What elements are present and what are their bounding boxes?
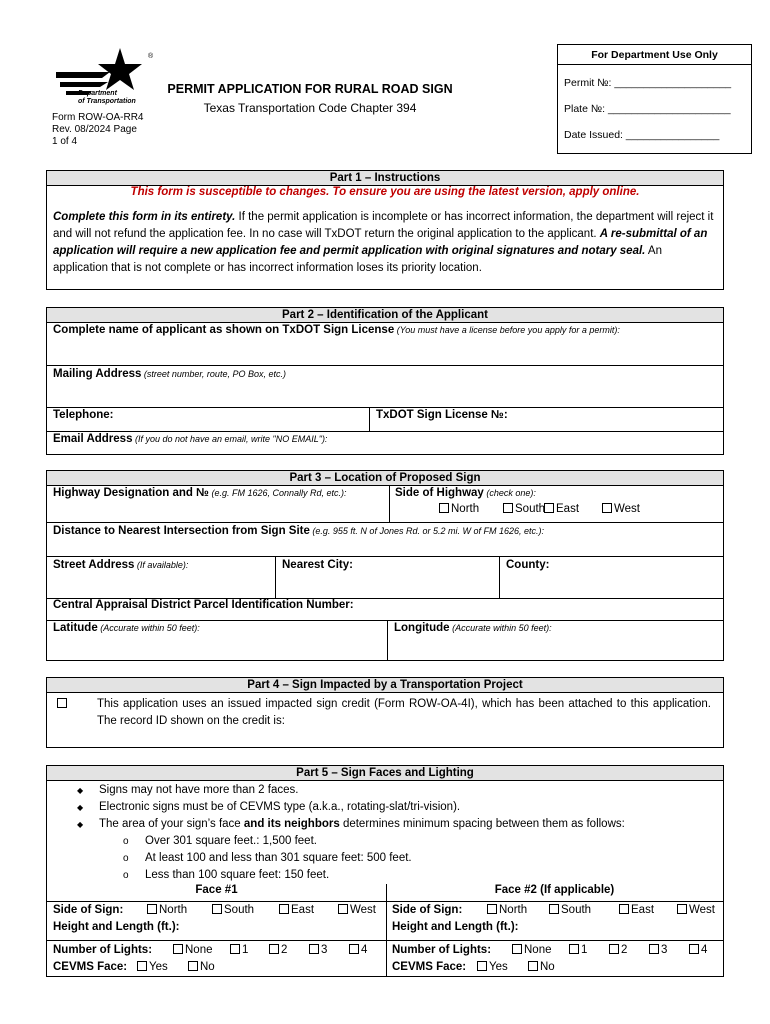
applicant-name-field[interactable] xyxy=(53,324,620,336)
checkbox-icon xyxy=(349,944,359,954)
face1-north-label: North xyxy=(159,904,188,916)
impacted-sign-checkbox[interactable] xyxy=(57,698,69,710)
face1-lights-none-checkbox[interactable] xyxy=(173,944,213,956)
part5-heading: Part 5 – Sign Faces and Lighting xyxy=(47,766,723,781)
face-row-line xyxy=(47,940,723,941)
checkbox-icon xyxy=(188,961,198,971)
side-north-label: North xyxy=(451,503,480,515)
checkbox-icon xyxy=(173,944,183,954)
face-divider xyxy=(386,884,387,976)
checkbox-icon xyxy=(503,503,513,513)
checkbox-icon xyxy=(477,961,487,971)
part4-impacted-sign xyxy=(46,677,724,748)
face2-lights-2-label: 2 xyxy=(621,944,628,956)
face2-south-label: South xyxy=(561,904,592,916)
side-east-label: East xyxy=(556,503,580,515)
longitude-hint: (Accurate within 50 feet): xyxy=(449,623,552,633)
part4-heading: Part 4 – Sign Impacted by a Transportation Project xyxy=(47,678,723,693)
face1-east-label: East xyxy=(291,904,315,916)
checkbox-icon xyxy=(269,944,279,954)
department-use-heading: For Department Use Only xyxy=(558,45,751,65)
checkbox-icon xyxy=(569,944,579,954)
face1-lights-1-label: 1 xyxy=(242,944,249,956)
impacted-sign-text: This application uses an issued impacted sign credit (Form ROW-OA-4I), which has been attached to this application. The record ID shown on the credit is: xyxy=(97,698,711,727)
face2-lights-3-checkbox[interactable] xyxy=(649,944,667,956)
telephone-label[interactable]: Telephone: xyxy=(53,409,114,421)
form-meta xyxy=(52,112,143,148)
county-field[interactable] xyxy=(499,557,723,598)
side-of-highway-hint: (check one): xyxy=(483,488,536,498)
distance-field[interactable] xyxy=(47,522,723,556)
checkbox-icon xyxy=(528,961,538,971)
date-issued-field[interactable]: Date Issued: ________________ xyxy=(564,129,720,141)
checkbox-icon xyxy=(512,944,522,954)
face2-west-label: West xyxy=(689,904,715,916)
part2-heading: Part 2 – Identification of the Applicant xyxy=(47,308,723,323)
checkbox-icon xyxy=(57,698,67,708)
face1-side-label: Side of Sign: xyxy=(53,904,124,916)
face2-lights-4-checkbox[interactable] xyxy=(689,944,707,956)
list-item xyxy=(99,816,723,833)
face2-north-checkbox[interactable] xyxy=(487,904,527,916)
face2-north-label: North xyxy=(499,904,528,916)
highway-designation-field[interactable] xyxy=(53,487,347,499)
logo-text: Department xyxy=(78,90,117,97)
face2-south-checkbox[interactable] xyxy=(549,904,591,916)
face-row-line xyxy=(47,901,723,902)
face1-cevms-no-label: No xyxy=(200,961,215,973)
face1-lights-4-label: 4 xyxy=(361,944,368,956)
mailing-address-label: Mailing Address xyxy=(53,368,142,380)
logo-text: of Transportation xyxy=(78,98,136,105)
page-subtitle: Texas Transportation Code Chapter 394 xyxy=(203,101,417,115)
checkbox-icon xyxy=(602,503,612,513)
list-item-text: The area of your sign’s face xyxy=(99,818,244,830)
street-address-hint: (If available): xyxy=(134,560,189,570)
checkbox-icon xyxy=(487,904,497,914)
face1-north-checkbox[interactable] xyxy=(147,904,187,916)
face1-south-label: South xyxy=(224,904,255,916)
face2-lights-1-label: 1 xyxy=(581,944,588,956)
face1-cevms-yes-checkbox[interactable] xyxy=(137,961,168,973)
face2-cevms-yes-label: Yes xyxy=(489,961,508,973)
checkbox-icon xyxy=(549,904,559,914)
face2-west-checkbox[interactable] xyxy=(677,904,715,916)
checkbox-icon xyxy=(439,503,449,513)
face2-heading: Face #2 (If applicable) xyxy=(494,884,615,896)
applicant-name-hint: (You must have a license before you apply for a permit): xyxy=(394,325,620,335)
latitude-field[interactable] xyxy=(53,622,200,634)
txdot-logo xyxy=(52,46,152,110)
checkbox-icon xyxy=(609,944,619,954)
part3-location xyxy=(46,470,724,661)
highway-hint: (e.g. FM 1626, Connally Rd, etc.): xyxy=(208,488,347,498)
county-label: County: xyxy=(506,559,550,571)
side-west-label: West xyxy=(614,503,640,515)
nearest-city-label: Nearest City: xyxy=(282,559,353,571)
face2-lights-3-label: 3 xyxy=(661,944,668,956)
face2-side-label: Side of Sign: xyxy=(392,904,463,916)
checkbox-icon xyxy=(677,904,687,914)
warning-text: This form is susceptible to changes. To ensure you are using the latest version, apply online. xyxy=(130,186,640,198)
form-number: Form ROW-OA-RR4 xyxy=(52,112,144,123)
distance-label: Distance to Nearest Intersection from Sign Site xyxy=(53,525,310,537)
coordinates-row xyxy=(47,620,723,661)
instructions-paragraph xyxy=(47,198,723,277)
distance-hint: (e.g. 955 ft. N of Jones Rd. or 5.2 mi. W of FM 1626, etc.): xyxy=(309,526,544,536)
side-south-label: South xyxy=(515,503,546,515)
street-address-field[interactable] xyxy=(53,559,188,571)
email-hint: (If you do not have an email, write "NO EMAIL"): xyxy=(132,434,328,444)
part2-applicant xyxy=(46,307,724,455)
plate-number-field[interactable]: Plate №: _____________________ xyxy=(564,103,731,115)
checkbox-icon xyxy=(689,944,699,954)
face2-lights-4-label: 4 xyxy=(701,944,708,956)
face2-lights-label: Number of Lights: xyxy=(392,944,492,956)
street-address-label: Street Address xyxy=(53,559,135,571)
latitude-label: Latitude xyxy=(53,622,98,634)
email-label: Email Address xyxy=(53,433,133,445)
checkbox-icon xyxy=(212,904,222,914)
page-title: PERMIT APPLICATION FOR RURAL ROAD SIGN xyxy=(167,82,453,96)
checkbox-icon xyxy=(309,944,319,954)
parcel-id-label: Central Appraisal District Parcel Identification Number: xyxy=(53,599,354,611)
face1-east-checkbox[interactable] xyxy=(279,904,314,916)
face1-lights-1-checkbox[interactable] xyxy=(230,944,248,956)
face2-cevms-label: CEVMS Face: xyxy=(392,961,467,973)
license-number-label: TxDOT Sign License №: xyxy=(376,409,508,421)
instructions-bold: Complete this form in its entirety. xyxy=(53,211,236,223)
face2-height-length-field[interactable]: Height and Length (ft.): xyxy=(392,921,519,933)
side-east-checkbox[interactable] xyxy=(544,503,579,515)
address-row xyxy=(47,556,723,598)
checkbox-icon xyxy=(544,503,554,513)
checkbox-icon xyxy=(338,904,348,914)
checkbox-icon xyxy=(649,944,659,954)
part5-faces-lighting xyxy=(46,765,724,977)
divider xyxy=(389,486,390,522)
instructions-text2: An application that is not complete or has incorrect information loses its priority location. xyxy=(53,245,663,274)
face2-lights-1-checkbox[interactable] xyxy=(569,944,587,956)
applicant-name-label: Complete name of applicant as shown on TxDOT Sign License xyxy=(53,324,395,336)
face1-west-checkbox[interactable] xyxy=(338,904,376,916)
side-west-checkbox[interactable] xyxy=(602,503,640,515)
face1-lights-label: Number of Lights: xyxy=(53,944,153,956)
longitude-field[interactable] xyxy=(387,621,723,661)
face1-lights-2-label: 2 xyxy=(281,944,288,956)
department-use-box xyxy=(557,44,752,154)
email-field[interactable] xyxy=(47,431,723,455)
list-item: o Less than 100 square feet: 150 feet. xyxy=(145,867,723,884)
face1-height-length-field[interactable]: Height and Length (ft.): xyxy=(53,921,180,933)
checkbox-icon xyxy=(279,904,289,914)
face2-cevms-no-label: No xyxy=(540,961,555,973)
part1-instructions xyxy=(46,170,724,290)
checkbox-icon xyxy=(619,904,629,914)
face1-cevms-no-checkbox[interactable] xyxy=(188,961,215,973)
highway-label: Highway Designation and № xyxy=(53,487,209,499)
list-item: ◆ Electronic signs must be of CEVMS type (a.k.a., rotating-slat/tri-vision). xyxy=(99,799,723,816)
instructions-bold2: A re-submittal of an application will require a new application fee and permit application with original signatures and notary seal. xyxy=(53,228,708,257)
license-number-field[interactable] xyxy=(369,408,723,431)
side-of-highway-label-wrap xyxy=(395,487,536,499)
side-south-checkbox[interactable] xyxy=(503,503,545,515)
list-item-text: determines minimum spacing between them as follows: xyxy=(339,818,625,830)
face2-cevms-yes-checkbox[interactable] xyxy=(477,961,508,973)
face1-west-label: West xyxy=(350,904,376,916)
part1-heading: Part 1 – Instructions xyxy=(47,171,723,186)
face1-lights-none-label: None xyxy=(185,944,213,956)
permit-number-field[interactable]: Permit №: ____________________ xyxy=(564,77,732,89)
checkbox-icon xyxy=(137,961,147,971)
longitude-label: Longitude xyxy=(394,622,450,634)
face2-lights-2-checkbox[interactable] xyxy=(609,944,627,956)
instructions-text: If the permit application is incomplete or has incorrect information, the department will reject it and will not refund the application fee. In no case will TxDOT return the original application to the applicant. xyxy=(53,211,714,240)
side-north-checkbox[interactable] xyxy=(439,503,479,515)
face2-lights-none-label: None xyxy=(524,944,552,956)
face1-lights-3-label: 3 xyxy=(321,944,328,956)
face2-east-label: East xyxy=(631,904,655,916)
face1-cevms-yes-label: Yes xyxy=(149,961,168,973)
face1-heading: Face #1 xyxy=(195,884,238,896)
mailing-address-hint: (street number, route, PO Box, etc.) xyxy=(141,369,286,379)
parcel-id-field[interactable] xyxy=(47,598,723,620)
list-item: o At least 100 and less than 301 square feet: 500 feet. xyxy=(145,850,723,867)
face1-cevms-label: CEVMS Face: xyxy=(53,961,128,973)
part3-heading: Part 3 – Location of Proposed Sign xyxy=(47,471,723,486)
spacing-rules-list xyxy=(47,782,723,884)
form-page: 1 of 4 xyxy=(52,136,78,147)
face1-lights-4-checkbox[interactable] xyxy=(349,944,367,956)
face2-lights-none-checkbox[interactable] xyxy=(512,944,552,956)
face2-east-checkbox[interactable] xyxy=(619,904,654,916)
face1-lights-2-checkbox[interactable] xyxy=(269,944,287,956)
checkbox-icon xyxy=(147,904,157,914)
face2-cevms-no-checkbox[interactable] xyxy=(528,961,555,973)
list-item: ◆ Signs may not have more than 2 faces. xyxy=(99,782,723,799)
face1-lights-3-checkbox[interactable] xyxy=(309,944,327,956)
checkbox-icon xyxy=(230,944,240,954)
latitude-hint: (Accurate within 50 feet): xyxy=(97,623,200,633)
face1-south-checkbox[interactable] xyxy=(212,904,254,916)
form-revision: Rev. 08/2024 Page xyxy=(52,124,137,135)
list-item: o Over 301 square feet.: 1,500 feet. xyxy=(145,833,723,850)
list-item-bold: and its neighbors xyxy=(243,818,340,830)
logo-text: Texas xyxy=(78,82,98,89)
side-of-highway-label: Side of Highway xyxy=(395,487,484,499)
svg-text:®: ® xyxy=(148,53,154,60)
mailing-address-field[interactable] xyxy=(47,365,723,407)
telephone-row xyxy=(47,407,723,431)
